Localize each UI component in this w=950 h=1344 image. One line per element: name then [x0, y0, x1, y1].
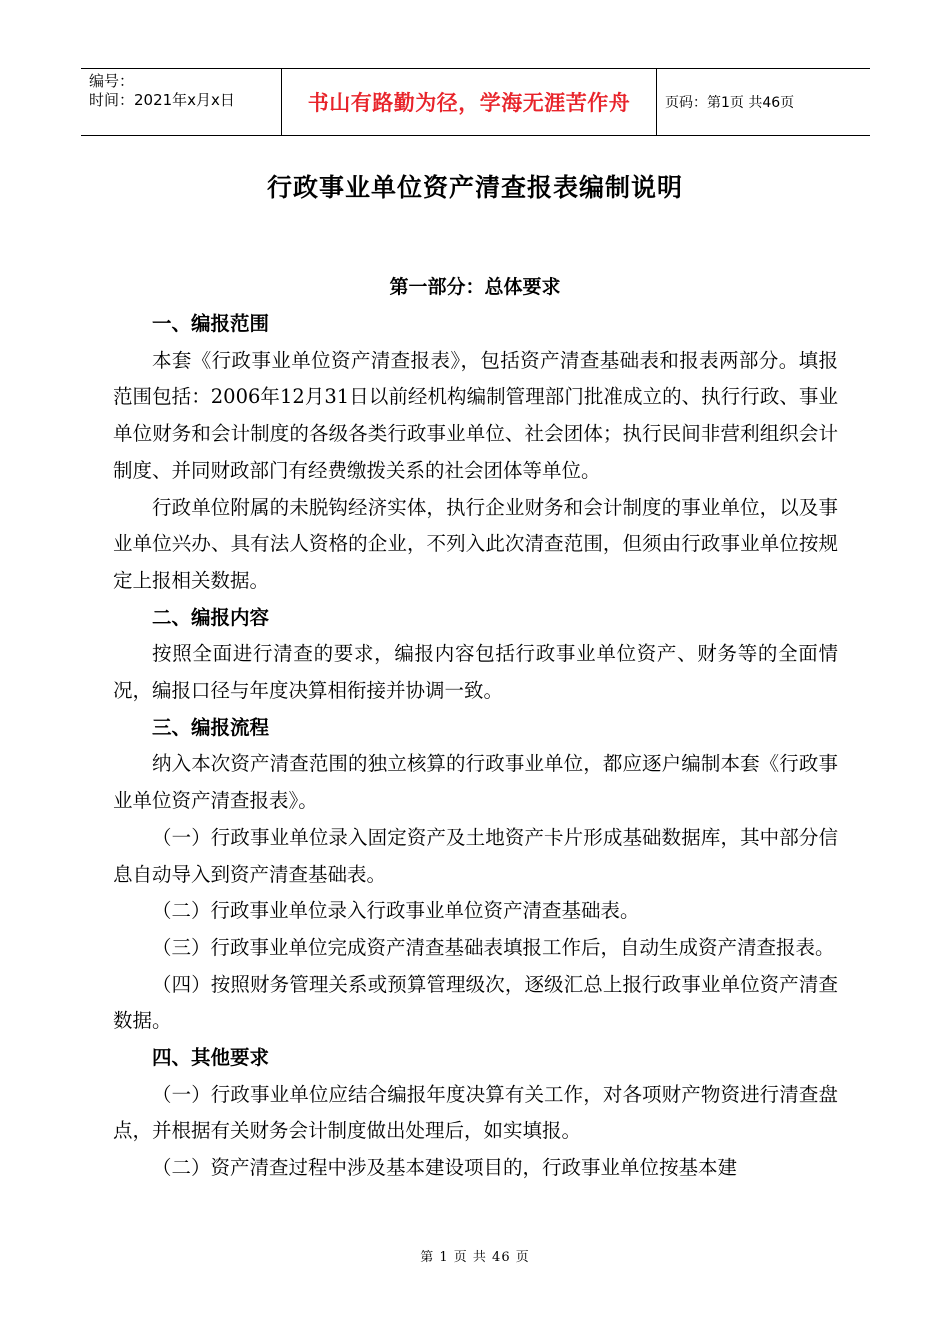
paragraph: 行政单位附属的未脱钩经济实体，执行企业财务和会计制度的事业单位，以及事业单位兴办、具有法人资格的企业，不列入此次清查范围，但须由行政事业单位按规定上报相关数据。 [113, 495, 838, 592]
part-title: 第一部分：总体要求 [389, 276, 561, 298]
document-header [81, 68, 870, 136]
paragraph: （一）行政事业单位录入固定资产及土地资产卡片形成基础数据库，其中部分信息自动导入到资产清查基础表。 [113, 825, 838, 886]
section-heading-content: 二、编报内容 [152, 605, 270, 629]
document-number-label: 编号： [89, 72, 135, 90]
section-heading-other: 四、其他要求 [152, 1046, 270, 1070]
paragraph: （三）行政事业单位完成资产清查基础表填报工作后，自动生成资产清查报表。 [152, 935, 835, 959]
header-page-info: 页码：第1页 共46页 [665, 95, 795, 111]
paragraph: （四）按照财务管理关系或预算管理级次，逐级汇总上报行政事业单位资产清查数据。 [113, 972, 838, 1033]
header-motto: 书山有路勤为径，学海无涯苦作舟 [281, 69, 657, 135]
paragraph: （二）行政事业单位录入行政事业单位资产清查基础表。 [152, 899, 640, 923]
header-meta [81, 69, 281, 135]
paragraph: 本套《行政事业单位资产清查报表》，包括资产清查基础表和报表两部分。填报范围包括：2006年12月31日以前经机构编制管理部门批准成立的、执行行政、事业单位财务和会计制度的各级各类行政事业单位、社会团体；执行民间非营利组织会计制度、并同财政部门有经费缴拨关系的社会团体等单位。 [113, 348, 838, 482]
document-body [113, 306, 838, 1187]
paragraph: 按照全面进行清查的要求，编报内容包括行政事业单位资产、财务等的全面情况，编报口径与年度决算相衔接并协调一致。 [113, 642, 838, 703]
section-heading-process: 三、编报流程 [152, 715, 270, 739]
document-title: 行政事业单位资产清查报表编制说明 [266, 173, 683, 202]
document-date: 时间：2021年x月x日 [89, 91, 235, 109]
paragraph: （一）行政事业单位应结合编报年度决算有关工作，对各项财产物资进行清查盘点，并根据有关财务会计制度做出处理后，如实填报。 [113, 1082, 838, 1143]
paragraph: 纳入本次资产清查范围的独立核算的行政事业单位，都应逐户编制本套《行政事业单位资产清查报表》。 [113, 752, 838, 813]
page-footer: 第 1 页 共 46 页 [420, 1250, 530, 1265]
paragraph: （二）资产清查过程中涉及基本建设项目的，行政事业单位按基本建 [152, 1156, 738, 1180]
section-heading-scope: 一、编报范围 [152, 312, 270, 335]
